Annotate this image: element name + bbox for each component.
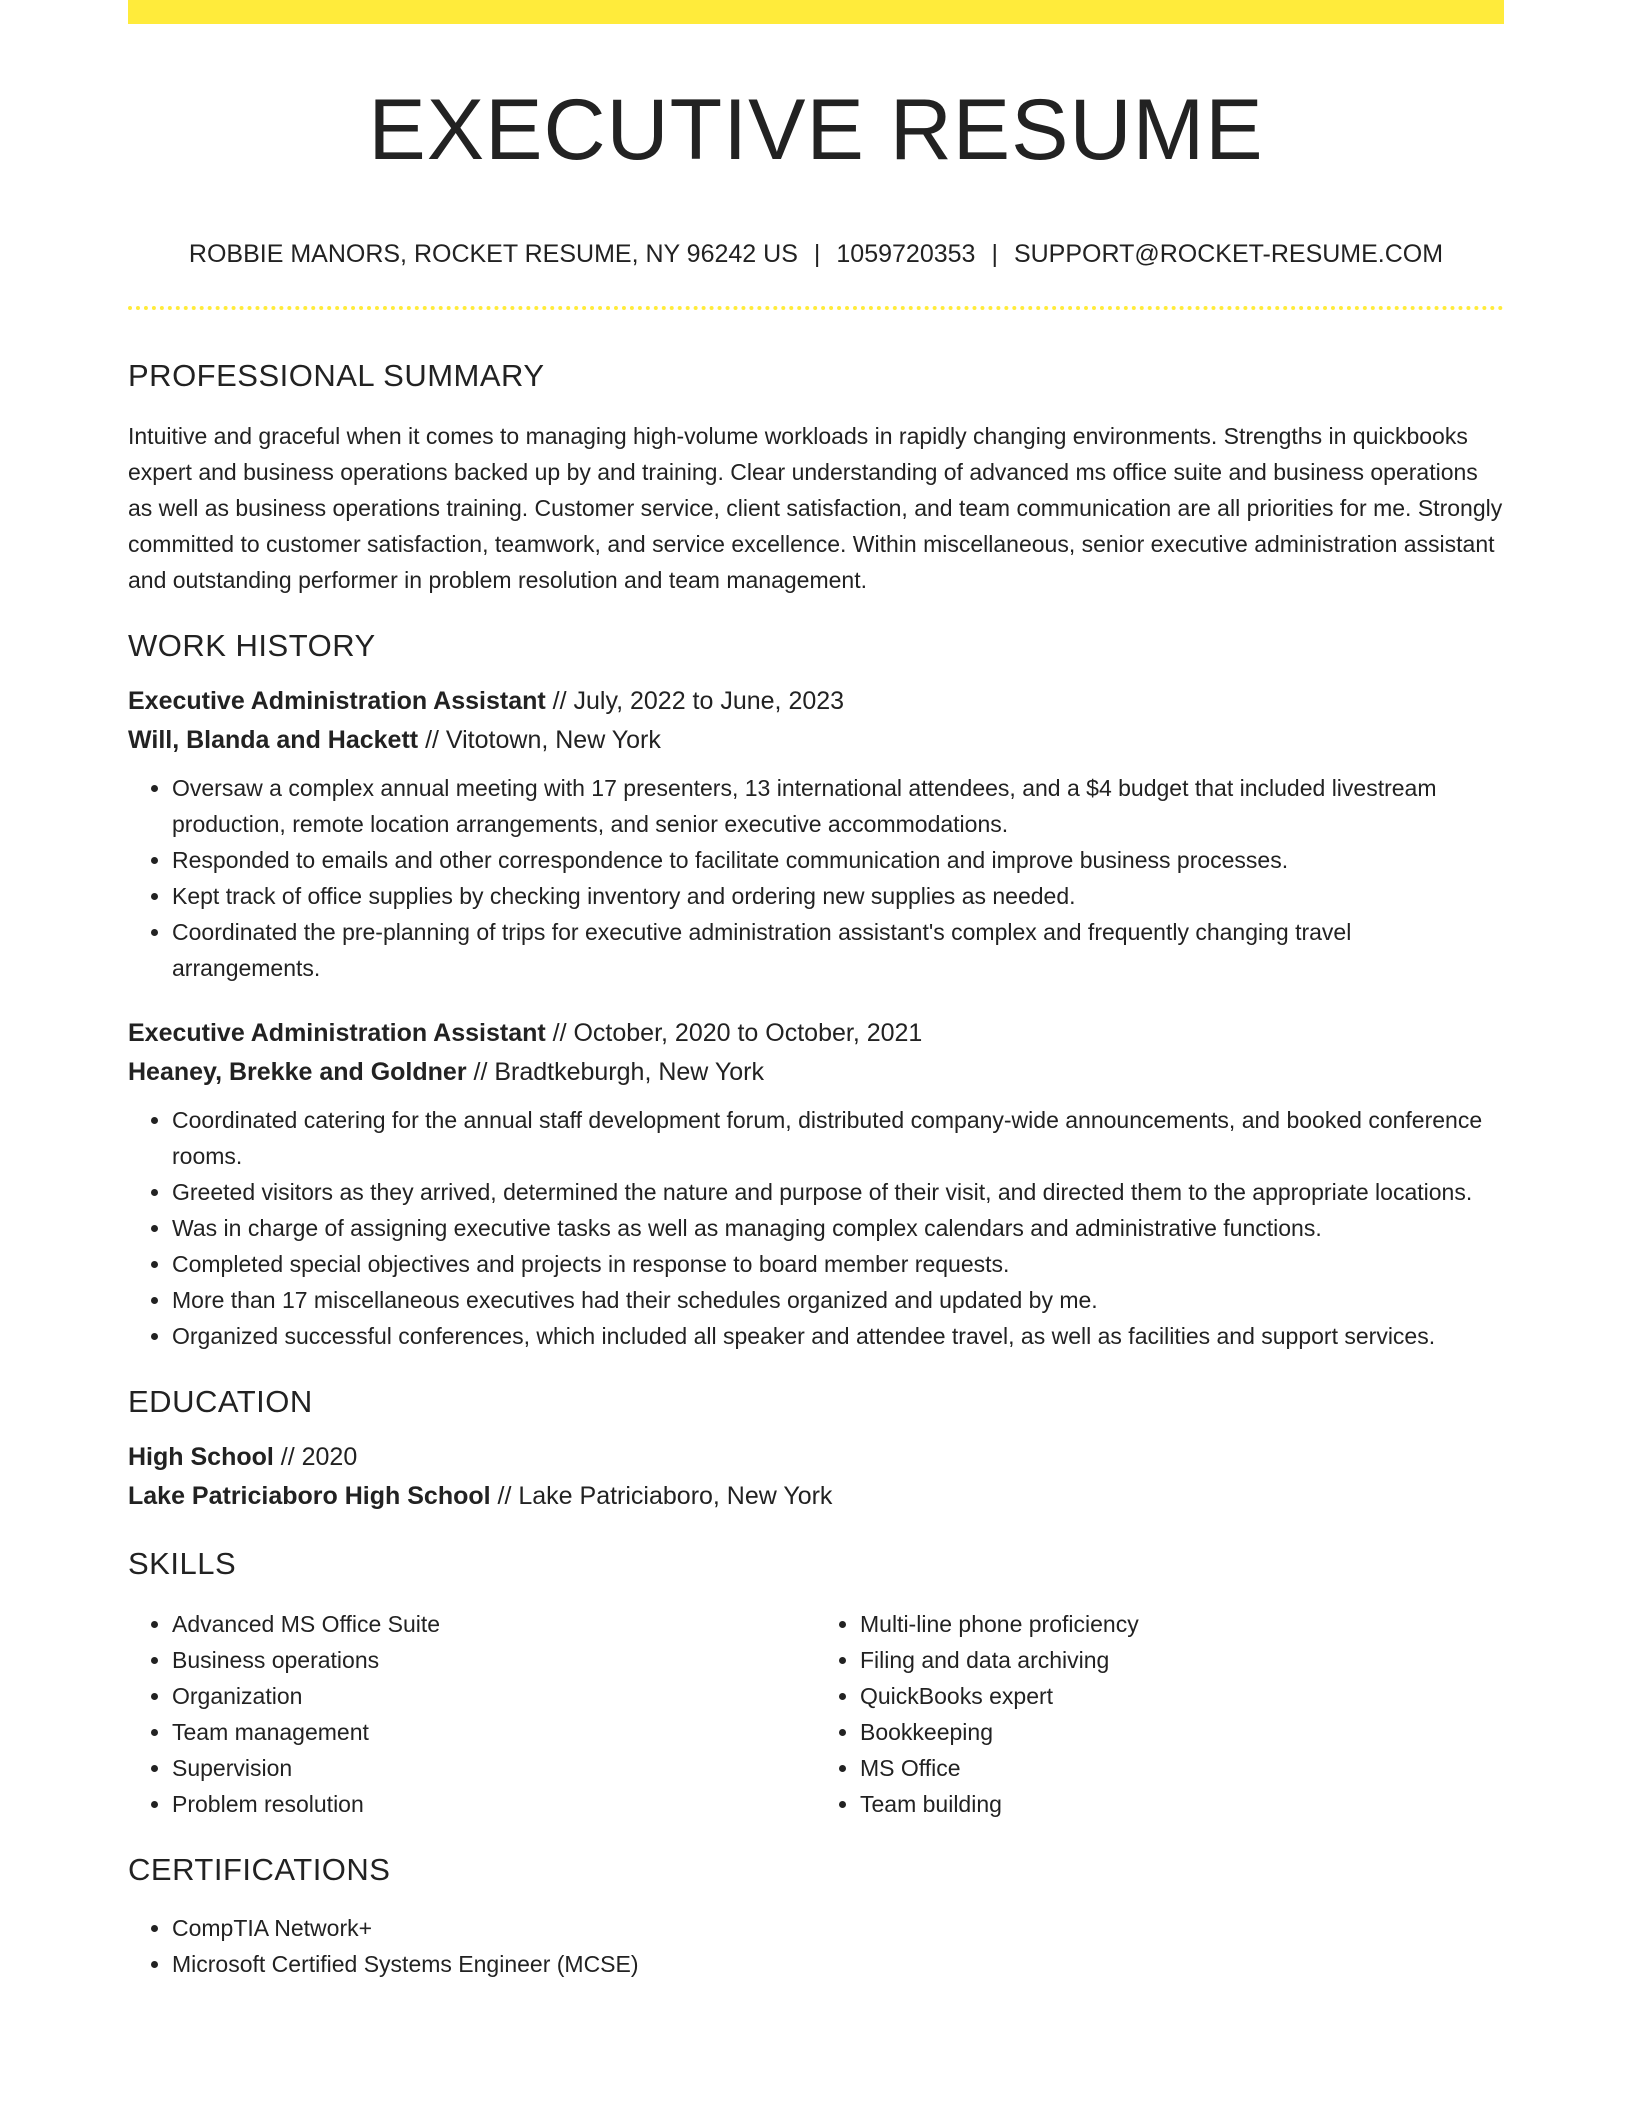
job-bullet: • Oversaw a complex annual meeting with 17 presenters, 13 international attendees, and a $4 budget that included livestream production, remote location arrangements, and senior executive accommodations.: [172, 770, 1504, 842]
job-bullet: • Was in charge of assigning executive tasks as well as managing complex calendars and administrative functions.: [172, 1210, 1504, 1246]
contact-address: ROBBIE MANORS, ROCKET RESUME, NY 96242 US: [188, 240, 798, 268]
education-location: // Lake Patriciaboro, New York: [490, 1482, 833, 1510]
education-section: [128, 1372, 1504, 1516]
job-title: Executive Administration Assistant: [128, 687, 546, 715]
job-company-line: [128, 1053, 1504, 1092]
job-title: Executive Administration Assistant: [128, 1019, 546, 1047]
job-entry: [128, 1014, 1504, 1354]
job-bullet: • Coordinated the pre-planning of trips for executive administration assistant's complex and frequently changing travel arrangements.: [172, 914, 1504, 986]
resume-content: [128, 346, 1504, 1982]
certification-item: • Microsoft Certified Systems Engineer (MCSE): [172, 1946, 1504, 1982]
job-title-line: [128, 682, 1504, 721]
job-dates: // October, 2020 to October, 2021: [545, 1019, 923, 1047]
section-heading-education: EDUCATION: [128, 1384, 313, 1419]
education-degree-line: [128, 1438, 1504, 1477]
section-heading-work-history: WORK HISTORY: [128, 628, 376, 663]
section-heading-summary: PROFESSIONAL SUMMARY: [128, 358, 545, 393]
job-company-line: [128, 721, 1504, 760]
resume-title: EXECUTIVE RESUME: [368, 82, 1264, 178]
skill-item: • MS Office: [860, 1750, 1504, 1786]
job-bullet: • Kept track of office supplies by checking inventory and ordering new supplies as needed.: [172, 878, 1504, 914]
skills-section: [128, 1534, 1504, 1822]
skills-list-left: [128, 1606, 816, 1822]
job-company: Will, Blanda and Hackett: [128, 726, 419, 754]
education-year: // 2020: [273, 1443, 358, 1471]
dotted-divider: [128, 306, 1504, 310]
education-school-line: [128, 1477, 1504, 1516]
job-bullet: • Coordinated catering for the annual staff development forum, distributed company-wide announcements, and booked conference rooms.: [172, 1102, 1504, 1174]
certification-item: • CompTIA Network+: [172, 1910, 1504, 1946]
contact-separator: |: [991, 240, 998, 268]
job-title-line: [128, 1014, 1504, 1053]
contact-separator: |: [813, 240, 821, 268]
job-bullets: [128, 1102, 1504, 1354]
job-bullet: • More than 17 miscellaneous executives had their schedules organized and updated by me.: [172, 1282, 1504, 1318]
education-entry: [128, 1438, 1504, 1516]
contact-phone: 1059720353: [836, 240, 976, 268]
job-bullets: [128, 770, 1504, 986]
skill-item: • Multi-line phone proficiency: [860, 1606, 1504, 1642]
job-bullet: • Organized successful conferences, which included all speaker and attendee travel, as well as facilities and support services.: [172, 1318, 1504, 1354]
accent-bar: [128, 0, 1504, 24]
contact-email: SUPPORT@ROCKET-RESUME.COM: [1013, 240, 1444, 268]
skills-list-right: [816, 1606, 1504, 1822]
skill-item: • Team management: [172, 1714, 816, 1750]
section-heading-certifications: CERTIFICATIONS: [128, 1852, 391, 1887]
skill-item: • Business operations: [172, 1642, 816, 1678]
skill-item: • Bookkeeping: [860, 1714, 1504, 1750]
skill-item: • Problem resolution: [172, 1786, 816, 1822]
contact-line: [128, 236, 1504, 272]
work-history-section: [128, 616, 1504, 1354]
summary-text: Intuitive and graceful when it comes to managing high-volume workloads in rapidly changing environments. Strengths in quickbooks expert and business operations backed up by and training. Clear understanding of advanced ms office suite and business operations as well as business operations training. Customer service, client satisfaction, and team communication are all priorities for me. Strongly committed to customer satisfaction, teamwork, and service excellence. Within miscellaneous, senior executive administration assistant and outstanding performer in problem resolution and team management.: [128, 423, 1503, 593]
skills-columns: [128, 1594, 1504, 1822]
section-heading-skills: SKILLS: [128, 1546, 237, 1581]
education-degree: High School: [128, 1443, 274, 1471]
job-location: // Vitotown, New York: [418, 726, 661, 754]
certifications-section: [128, 1840, 1504, 1982]
skill-item: • Supervision: [172, 1750, 816, 1786]
certifications-list: [128, 1910, 1504, 1982]
job-location: // Bradtkeburgh, New York: [466, 1058, 764, 1086]
job-bullet: • Responded to emails and other correspondence to facilitate communication and improve business processes.: [172, 842, 1504, 878]
job-company: Heaney, Brekke and Goldner: [128, 1058, 467, 1086]
education-school: Lake Patriciaboro High School: [128, 1482, 491, 1510]
job-entry: [128, 682, 1504, 986]
summary-section: [128, 346, 1504, 598]
skill-item: • QuickBooks expert: [860, 1678, 1504, 1714]
skill-item: • Filing and data archiving: [860, 1642, 1504, 1678]
job-bullet: • Completed special objectives and projects in response to board member requests.: [172, 1246, 1504, 1282]
job-dates: // July, 2022 to June, 2023: [545, 687, 845, 715]
skill-item: • Advanced MS Office Suite: [172, 1606, 816, 1642]
skill-item: • Team building: [860, 1786, 1504, 1822]
skill-item: • Organization: [172, 1678, 816, 1714]
job-bullet: • Greeted visitors as they arrived, determined the nature and purpose of their visit, and directed them to the appropriate locations.: [172, 1174, 1504, 1210]
